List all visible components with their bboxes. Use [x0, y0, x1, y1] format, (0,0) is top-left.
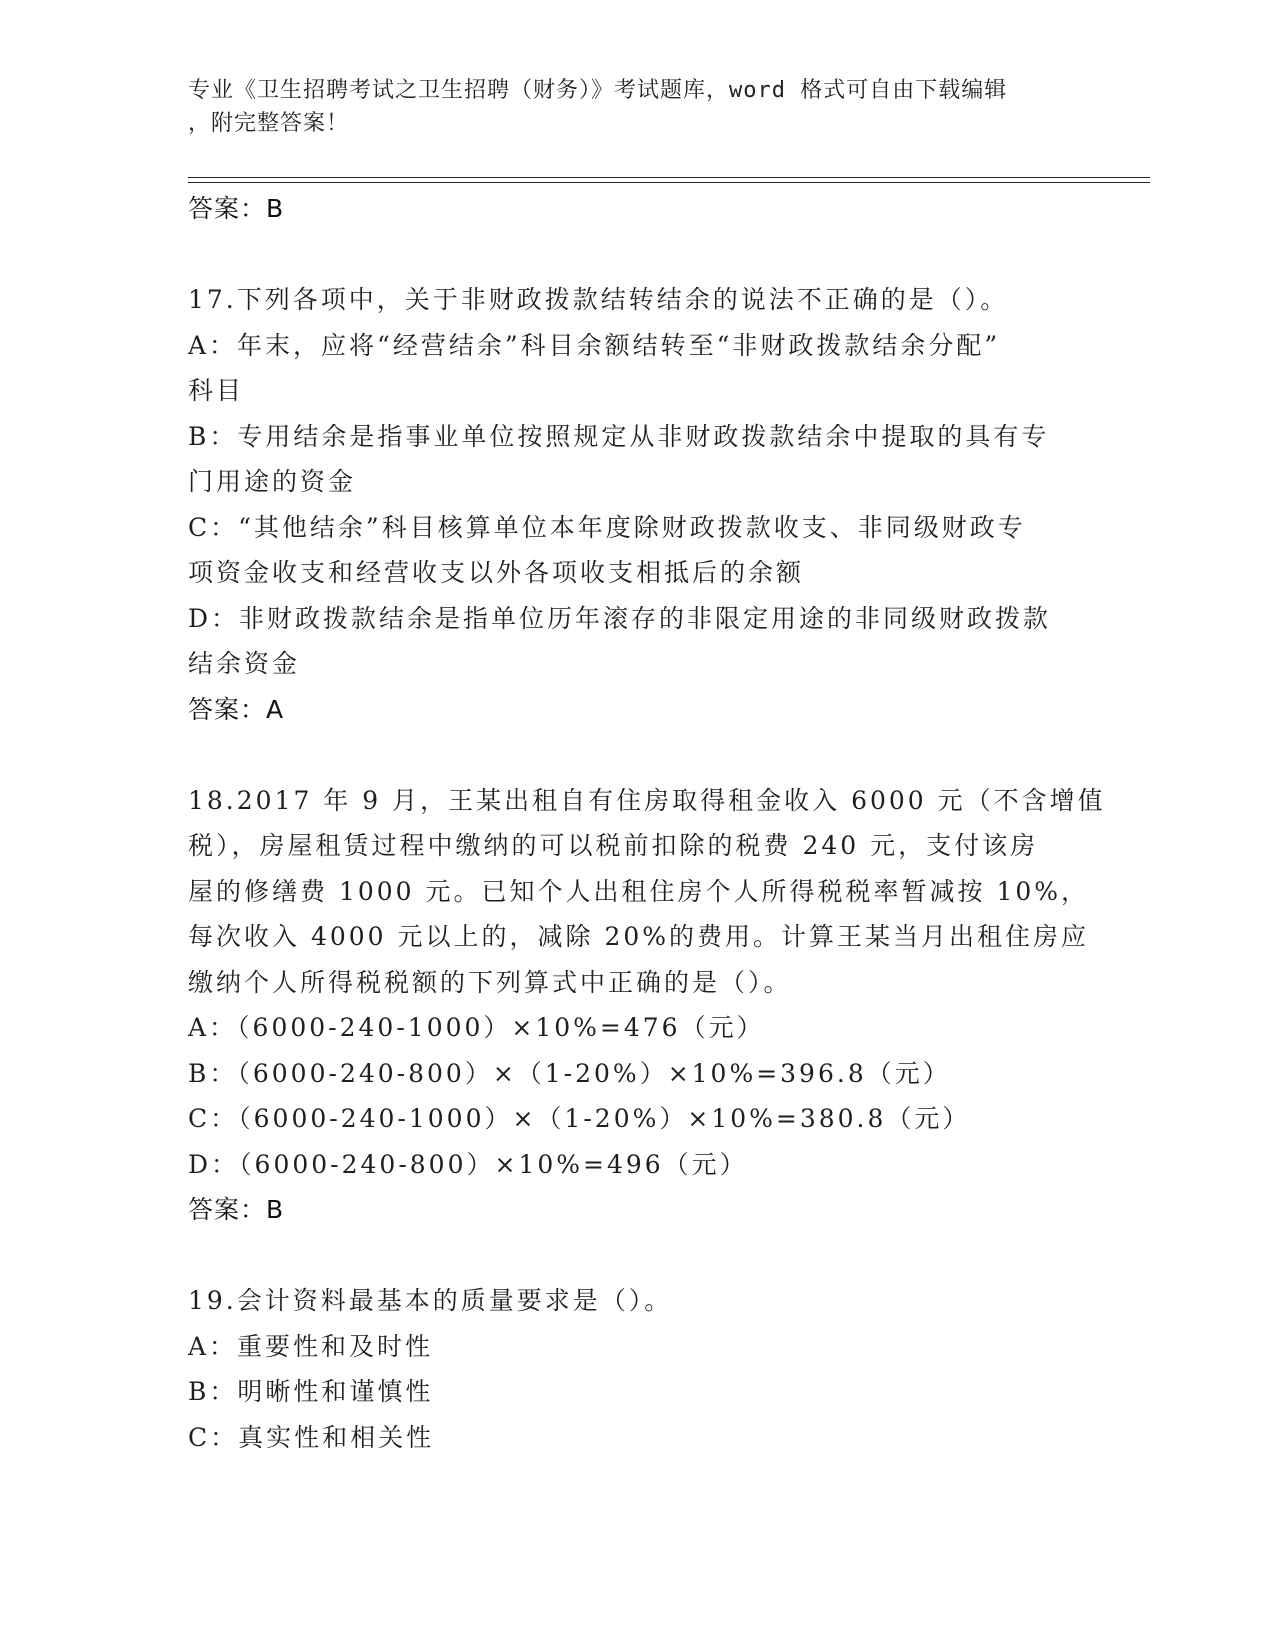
- question-stem-cont: 每次收入 4000 元以上的，减除 20%的费用。计算王某当月出租住房应: [188, 922, 1090, 951]
- question-stem: 18.2017 年 9 月，王某出租自有住房取得租金收入 6000 元（不含增值: [188, 785, 1106, 815]
- option-a: A：年末，应将“经营结余”科目余额结转至“非财政拨款结余分配”: [188, 330, 1001, 360]
- answer-16: 答案：B: [188, 194, 285, 223]
- header-line-2: ，附完整答案！: [188, 111, 350, 136]
- spacer: [188, 1233, 1088, 1279]
- option-a: A：重要性和及时性: [188, 1331, 434, 1361]
- option-d: D：（6000-240-800）×10%=496（元）: [188, 1149, 748, 1179]
- question-stem-cont: 屋的修缮费 1000 元。已知个人出租住房个人所得税税率暂减按 10%，: [188, 876, 1090, 906]
- header-divider-top: [188, 177, 1150, 178]
- question-list: [188, 186, 1106, 1460]
- header-divider-bottom: [188, 182, 1150, 183]
- option-c: C：真实性和相关性: [188, 1422, 435, 1452]
- option-d-cont: 结余资金: [188, 649, 301, 678]
- option-b: B：（6000-240-800）×（1-20%）×10%=396.8（元）: [188, 1058, 951, 1088]
- option-a: A：（6000-240-1000）×10%=476（元）: [188, 1013, 765, 1042]
- question-stem: 17.下列各项中，关于非财政拨款结转结余的说法不正确的是（）。: [188, 285, 1009, 314]
- option-c-cont: 项资金收支和经营收支以外各项收支相抵后的余额: [188, 558, 805, 587]
- answer-18: 答案：B: [188, 1195, 285, 1224]
- option-c: C：“其他结余”科目核算单位本年度除财政拨款收支、非同级财政专: [188, 512, 1026, 542]
- question-stem-cont: 税），房屋租赁过程中缴纳的可以税前扣除的税费 240 元，支付该房: [188, 831, 1039, 860]
- header-line-1: 专业《卫生招聘考试之卫生招聘（财务）》考试题库，word 格式可自由下载编辑: [188, 78, 1008, 103]
- question-17: [188, 277, 1088, 732]
- question-18: [188, 778, 1106, 1233]
- option-d: D：非财政拨款结余是指单位历年滚存的非限定用途的非同级财政拨款: [188, 603, 1052, 633]
- option-b-cont: 门用途的资金: [188, 467, 357, 496]
- question-stem: 19.会计资料最基本的质量要求是（）。: [188, 1286, 673, 1315]
- option-a-cont: 科目: [188, 376, 245, 405]
- answer-17: 答案：A: [188, 694, 285, 724]
- spacer: [188, 232, 1088, 278]
- document-header: [188, 74, 1088, 140]
- question-19: [188, 1278, 1088, 1460]
- question-stem-cont: 缴纳个人所得税税额的下列算式中正确的是（）。: [188, 967, 792, 997]
- option-b: B：专用结余是指事业单位按照规定从非财政拨款结余中提取的具有专: [188, 421, 1050, 451]
- spacer: [188, 732, 1088, 778]
- option-c: C：（6000-240-1000）×（1-20%）×10%=380.8（元）: [188, 1104, 971, 1133]
- option-b: B：明晰性和谨慎性: [188, 1377, 434, 1406]
